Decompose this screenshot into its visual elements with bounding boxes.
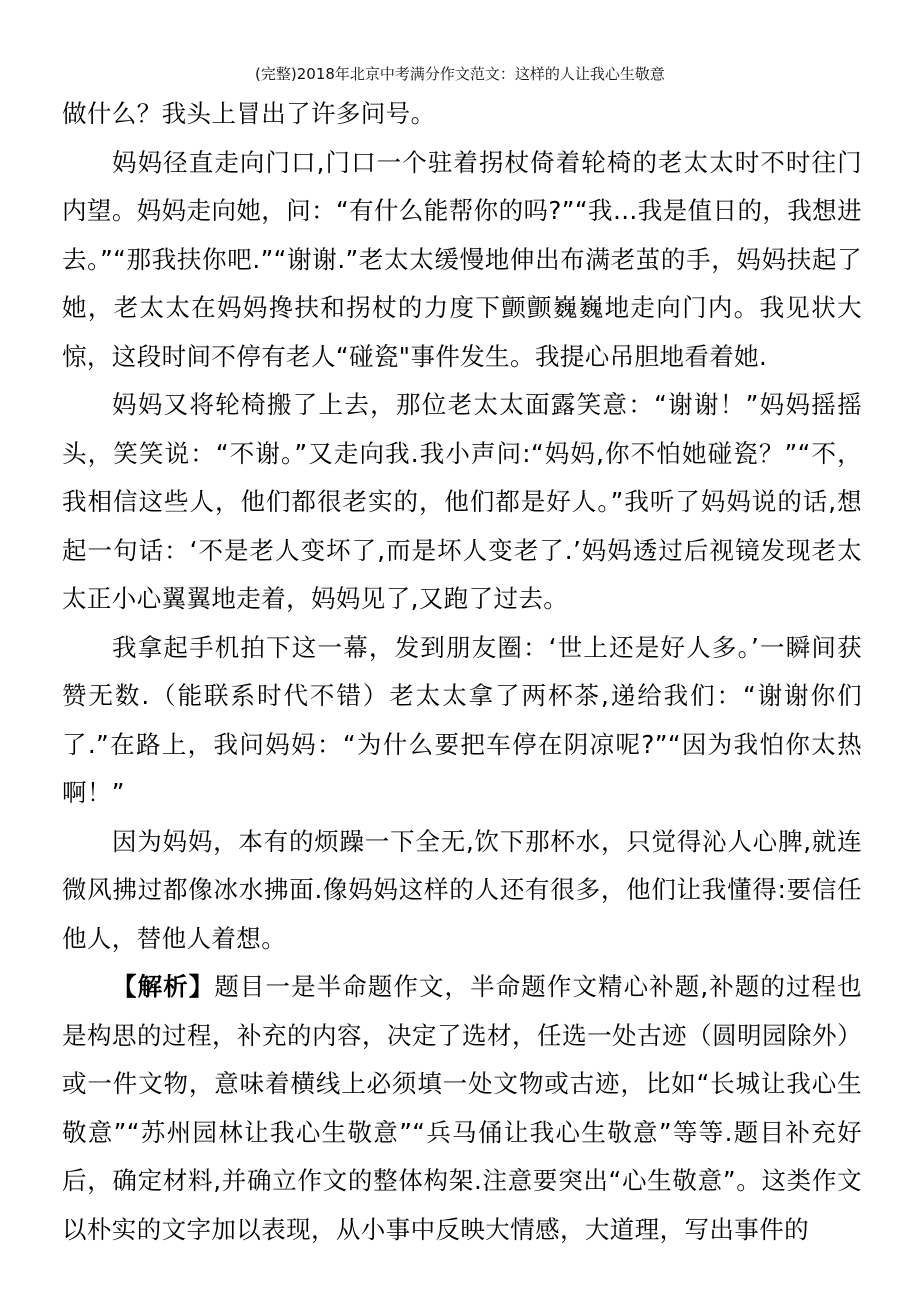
paragraph-continuation: 做什么？我头上冒出了许多问号。: [62, 99, 436, 128]
paragraph-mother-helps: 妈妈径直走向门口,门口一个驻着拐杖倚着轮椅的老太太时不时往门内望。妈妈走向她，问：“有什么能帮你的吗?”“我…我是值日的，我想进去。”“那我扶你吧.”“谢谢.”老太太缓慢地伸出布满老茧的手，妈妈扶起了她，老太太在妈妈搀扶和拐杖的力度下颤颤巍巍地走向门内。我见状大惊，这段时间不停有老人“碰瓷"事件发生。我提心吊胆地看着她.: [62, 147, 862, 371]
analysis-tag: 【解析】: [112, 972, 215, 1001]
paragraph-reflection: 因为妈妈，本有的烦躁一下全无,饮下那杯水，只觉得沁人心脾,就连微风拂过都像冰水拂面.像妈妈这样的人还有很多，他们让我懂得:要信任他人，替他人着想。: [62, 826, 862, 953]
analysis-text: 题目一是半命题作文，半命题作文精心补题,补题的过程也是构思的过程，补充的内容，决定了选材，任选一处古迹（圆明园除外）或一件文物，意味着横线上必须填一处文物或古迹，比如“长城让我心生敬意”“苏州园林让我心生敬意”“兵马俑让我心生敬意”等等.题目补充好后，确定材料,并确立作文的整体构架.注意要突出“心生敬意”。这类作文以朴实的文字加以表现，从小事中反映大情感，大道理，写出事件的: [62, 972, 862, 1244]
essay-body: [62, 90, 862, 1254]
paragraph-photo-moment: 我拿起手机拍下这一幕，发到朋友圈：‘世上还是好人多。’一瞬间获赞无数.（能联系时代不错）老太太拿了两杯茶,递给我们：“谢谢你们了.”在路上，我问妈妈：“为什么要把车停在阴凉呢?”“因为我怕你太热啊！”: [62, 632, 862, 807]
page-header-title: (完整)2018年北京中考满分作文范文：这样的人让我心生敬意: [255, 65, 665, 83]
paragraph-wheelchair: 妈妈又将轮椅搬了上去，那位老太太面露笑意：“谢谢！”妈妈摇摇头，笑笑说：“不谢。”又走向我.我小声问:“妈妈,你不怕她碰瓷？”“不，我相信这些人，他们都很老实的，他们都是好人。”我听了妈妈说的话,想起一句话：‘不是老人变坏了,而是坏人变老了.’妈妈透过后视镜发现老太太正小心翼翼地走着，妈妈见了,又跑了过去。: [62, 390, 862, 613]
paragraph-analysis: [62, 963, 862, 1254]
